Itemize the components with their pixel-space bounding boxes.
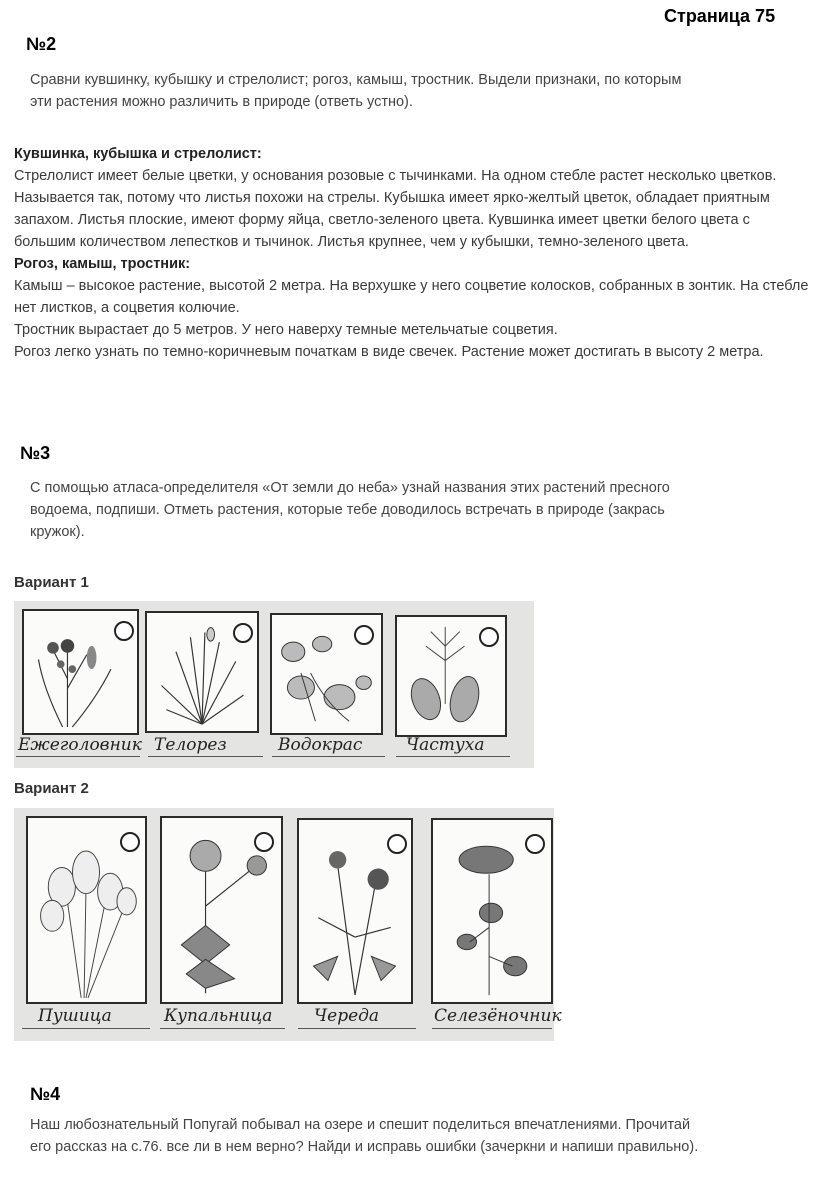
seen-checkbox-circle[interactable] [354, 625, 374, 645]
task2-answer [14, 143, 809, 363]
task2-line1: Сравни кувшинку, кубышку и стрелолист; рогоз, камыш, тростник. Выдели признаки, по которым [30, 72, 682, 88]
plant-caption: Телорез [154, 735, 227, 755]
answer-group1-title: Кувшинка, кубышка и стрелолист: [14, 146, 262, 162]
plant-card-bur-reed [22, 609, 139, 735]
plant-card-golden-saxifrage [431, 818, 553, 1004]
task2-number: №2 [26, 34, 57, 54]
seen-checkbox-circle[interactable] [254, 832, 274, 852]
page-number: Страница 75 [664, 6, 776, 26]
task4-instruction [30, 1114, 698, 1158]
plant-card-water-plantain [395, 615, 507, 737]
plant-caption: Купальница [164, 1006, 273, 1026]
answer-group2-title: Рогоз, камыш, тростник: [14, 256, 191, 272]
seen-checkbox-circle[interactable] [120, 832, 140, 852]
plant-caption: Ежеголовник [18, 735, 142, 755]
caption-underline [396, 756, 510, 757]
caption-underline [432, 1028, 552, 1029]
answer-group1-text: Стрелолист имеет белые цветки, у основания розовые с тычинками. На одном стебле растет несколько цветков. Называется так, потому что листья похожи на стрелы. Кубышка имеет ярко-желтый цветок, обладает приятным запахом. Листья плоские, имеют форму яйца, светло-зеленого цвета. Кувшинка имеет цветки белого цвета с большим количеством лепестков и тычинок. Листья крупнее, чем у кубышки, темно-зеленого цвета. [14, 168, 777, 250]
task2-line2: эти растения можно различить в природе (ответь устно). [30, 94, 413, 110]
caption-underline [148, 756, 263, 757]
plant-card-cotton-grass [26, 816, 147, 1004]
seen-checkbox-circle[interactable] [114, 621, 134, 641]
seen-checkbox-circle[interactable] [387, 834, 407, 854]
plant-card-globeflower [160, 816, 283, 1004]
plant-card-frogbit [270, 613, 383, 735]
caption-underline [16, 756, 140, 757]
answer-group2-p1: Камыш – высокое растение, высотой 2 метра. На верхушке у него соцветие колосков, собранных в зонтик. На стебле нет листков, а соцветия колючие. [14, 278, 809, 316]
variant1-worksheet-photo [14, 601, 534, 768]
answer-group2-p2: Тростник вырастает до 5 метров. У него наверху темные метельчатые соцветия. [14, 322, 558, 338]
task3-line3: кружок). [30, 524, 85, 540]
task3-line1: С помощью атласа-определителя «От земли до неба» узнай названия этих растений пресного [30, 480, 670, 496]
task4-number: №4 [30, 1084, 61, 1104]
plant-caption: Череда [314, 1006, 380, 1026]
variant2-worksheet-photo [14, 808, 562, 1041]
plant-caption: Селезёночник [434, 1006, 562, 1026]
seen-checkbox-circle[interactable] [233, 623, 253, 643]
seen-checkbox-circle[interactable] [479, 627, 499, 647]
plant-card-bur-marigold [297, 818, 413, 1004]
task3-number: №3 [20, 443, 51, 463]
plant-caption: Частуха [406, 735, 485, 755]
plant-caption: Водокрас [278, 735, 363, 755]
task4-line1: Наш любознательный Попугай побывал на озере и спешит поделиться впечатлениями. Прочитай [30, 1117, 691, 1133]
caption-underline [272, 756, 385, 757]
task4-line2: его рассказ на с.76. все ли в нем верно? Найди и исправь ошибки (зачеркни и напиши правильно). [30, 1139, 699, 1155]
seen-checkbox-circle[interactable] [525, 834, 545, 854]
task3-line2: водоема, подпиши. Отметь растения, которые тебе доводилось встречать в природе (закрась [30, 502, 665, 518]
variant2-label: Вариант 2 [14, 780, 89, 797]
plant-card-water-soldier [145, 611, 259, 733]
variant1-label: Вариант 1 [14, 574, 89, 591]
task2-instruction [30, 69, 681, 113]
task3-instruction [30, 477, 670, 543]
caption-underline [298, 1028, 416, 1029]
plant-caption: Пушица [38, 1006, 112, 1026]
caption-underline [160, 1028, 285, 1029]
caption-underline [22, 1028, 150, 1029]
answer-group2-p3: Рогоз легко узнать по темно-коричневым початкам в виде свечек. Растение может достигать в высоту 2 метра. [14, 344, 764, 360]
